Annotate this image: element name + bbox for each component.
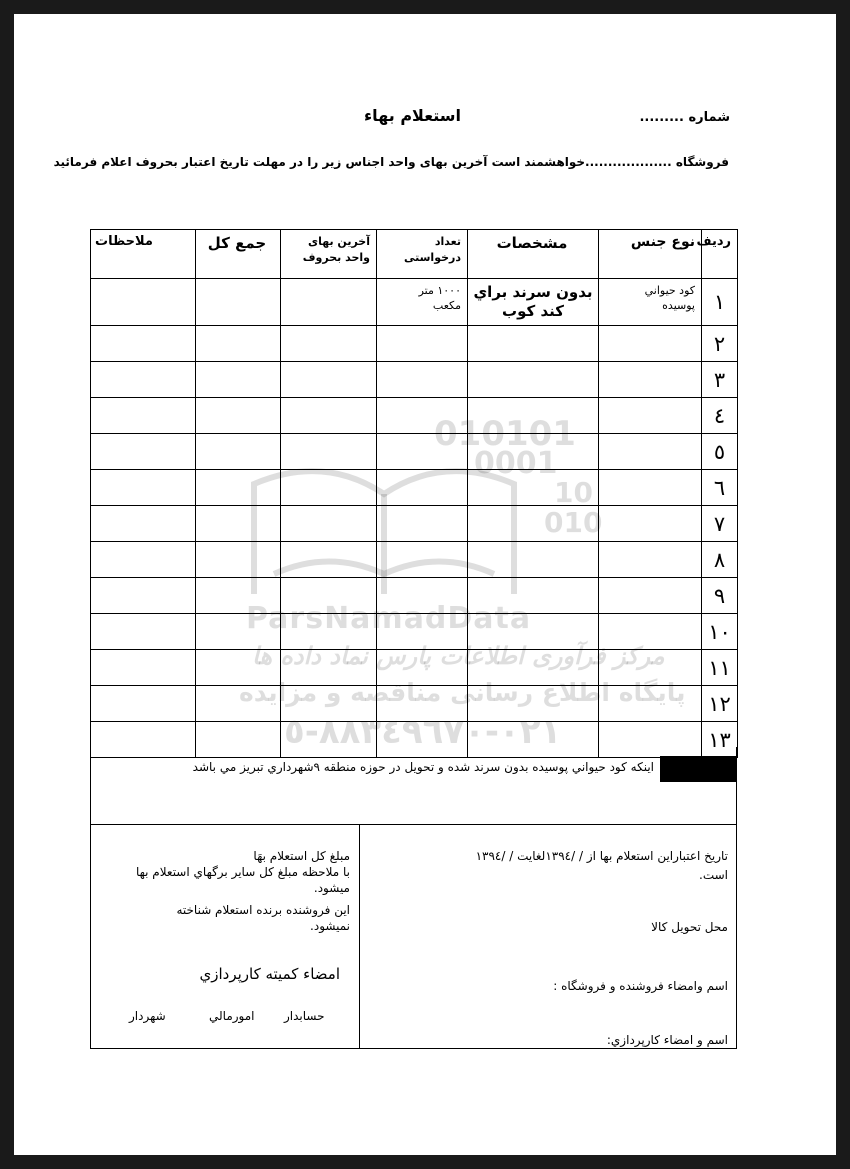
seller-signature: اسم وامضاء فروشنده و فروشگاه : <box>553 979 728 993</box>
row-number: ١١ <box>702 650 738 686</box>
note-panel <box>90 747 737 825</box>
row-specs <box>468 279 599 326</box>
table-row <box>91 434 738 470</box>
table-row <box>91 650 738 686</box>
row-number: ٦ <box>702 470 738 506</box>
row-total <box>196 279 281 326</box>
total-line2: با ملاحظه مبلغ كل ساير برگهاي استعلام بها <box>135 865 350 879</box>
table-row <box>91 398 738 434</box>
header-item-type: نوع جنس <box>599 230 702 279</box>
header-total: جمع كل <box>196 230 281 279</box>
bottom-divider <box>359 825 360 1048</box>
header-unit-price-line1: آخرين بهای <box>307 235 370 248</box>
item-type-line2: پوسيده <box>662 299 695 312</box>
winner-line2: نميشود. <box>310 919 350 933</box>
sig-financial: امورمالي <box>209 1009 255 1023</box>
row-quantity <box>377 279 468 326</box>
table-row <box>91 578 738 614</box>
committee-title: امضاء كميته كارپردازي <box>199 965 340 983</box>
row-number: ٣ <box>702 362 738 398</box>
header-notes: ملاحظات <box>91 230 196 279</box>
form-number: شماره ......... <box>639 110 730 125</box>
watermark-brand: ParsNamadData <box>246 601 532 636</box>
table-row <box>91 279 738 326</box>
validity-line1: تاريخ اعتباراين استعلام بها از / /١٣٩٤لغايت / /١٣٩٤ <box>475 849 728 863</box>
header-quantity-line1: تعداد <box>434 235 461 248</box>
total-line1: مبلغ كل استعلام بهَا <box>253 849 350 863</box>
row-number: ١٢ <box>702 686 738 722</box>
delivery-location: محل تحويل كالا <box>651 920 728 934</box>
items-table <box>90 229 738 758</box>
committee-signature-field: اسم و امضاء كارپردازي: <box>606 1033 728 1047</box>
row-number: ١ <box>702 279 738 326</box>
total-line3: ميشود. <box>313 881 350 895</box>
row-number: ٩ <box>702 578 738 614</box>
row-item-type <box>599 279 702 326</box>
winner-line1: اين فروشنده برنده استعلام شناخته <box>176 903 350 917</box>
table-row <box>91 506 738 542</box>
header-radif: رديف <box>702 230 738 279</box>
specs-line2: كند كوب <box>502 302 564 320</box>
watermark-line2: پایگاه اطلاع رسانی مناقصه و مزایده <box>239 678 686 707</box>
row-number: ١٣ <box>702 722 738 758</box>
watermark-binary-2: 0001 <box>474 446 558 481</box>
quantity-line1: ١٠٠٠ متر <box>418 284 461 297</box>
table-row <box>91 542 738 578</box>
row-unit-price <box>281 279 377 326</box>
watermark-line1: مركز فرآوری اطلاعات پارس نماد داده ها <box>252 642 665 670</box>
watermark-binary-3: 10 <box>554 476 593 509</box>
item-type-line1: كود حيواني <box>644 284 695 297</box>
header-specs: مشخصات <box>468 230 599 279</box>
row-number: ٤ <box>702 398 738 434</box>
row-number: ٥ <box>702 434 738 470</box>
watermark-phone: ٠٢١-٨٨٣٤٩٦٧٠-٥ <box>284 712 562 752</box>
row-notes <box>91 279 196 326</box>
row-number: ٧ <box>702 506 738 542</box>
note-text: اینکه كود حيواني پوسيده بدون سرند شده و تحويل در حوزه منطقه ٩شهرداري تبريز مي باشد <box>192 760 654 774</box>
sig-accountant: حسابدار <box>284 1009 325 1023</box>
row-number: ٢ <box>702 326 738 362</box>
intro-text: فروشگاه ...................خواهشمند است آخرین بهای واحد اجناس زیر را در مهلت تاریخ اعتبار بحروف اعلام فرمائید <box>53 155 729 169</box>
header-unit-price-line2: واحد بحروف <box>302 251 370 264</box>
header-quantity <box>377 230 468 279</box>
watermark-binary-1: 010101 <box>434 414 576 454</box>
redaction-box <box>660 756 736 782</box>
document-page <box>14 14 836 1155</box>
header-unit-price <box>281 230 377 279</box>
page-title: استعلام بهاء <box>364 106 461 125</box>
table-row <box>91 362 738 398</box>
quantity-line2: مكعب <box>432 299 461 312</box>
row-number: ٨ <box>702 542 738 578</box>
header-quantity-line2: درخواستی <box>403 251 461 264</box>
sig-mayor: شهردار <box>129 1009 166 1023</box>
row-number: ١٠ <box>702 614 738 650</box>
table-row <box>91 686 738 722</box>
validity-line2: است. <box>699 868 728 882</box>
watermark-binary-4: 010 <box>544 506 603 539</box>
table-row <box>91 470 738 506</box>
bottom-panel <box>90 824 737 1049</box>
table-row <box>91 614 738 650</box>
specs-line1: بدون سرند براي <box>473 283 593 301</box>
table-row <box>91 326 738 362</box>
